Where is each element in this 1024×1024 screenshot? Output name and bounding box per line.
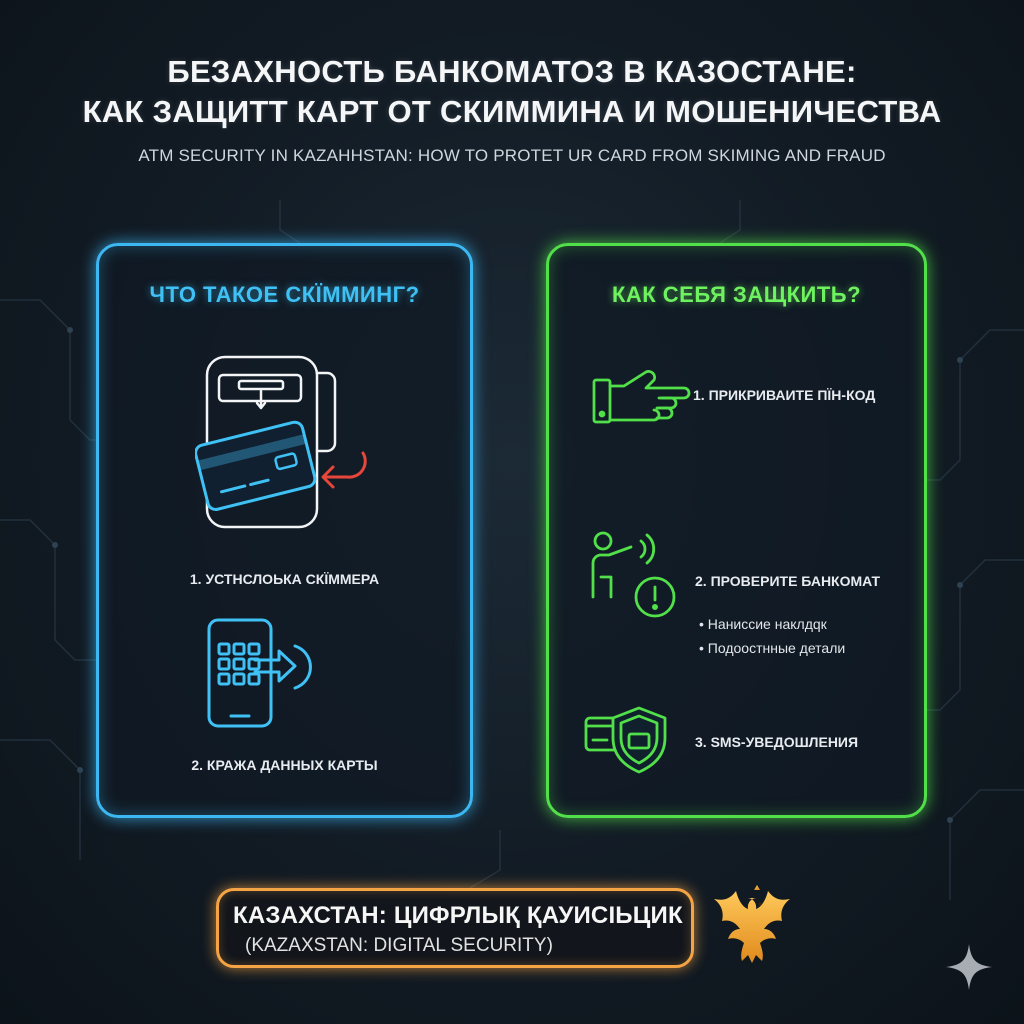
- right-item-2-label: 2. ПРОВЕРИТЕ БАНКОМАТ: [695, 573, 881, 589]
- card-shield-icon: [583, 704, 673, 776]
- inspect-atm-warning-icon: [579, 529, 689, 623]
- sparkle-icon: [944, 942, 994, 992]
- right-item-3-label: 3. SMS-УВЕДОШЛЕНИЯ: [695, 734, 859, 750]
- right-item-1-label: 1. ПРИКРИВАИТЕ ПÏН-КОД: [693, 387, 876, 403]
- hand-cover-pin-icon: [591, 364, 696, 426]
- golden-eagle-icon: [710, 884, 804, 980]
- footer-main-text: КАЗАХСТАН: ЦИФРЛЫҚ ҚАУИСІЬЦИК: [233, 902, 683, 929]
- page-subtitle: ATM SECURITY IN KAZAHHSTAN: HOW TO PROTET UR CARD FROM SKIMING AND FRAUD: [138, 146, 886, 165]
- skimming-info-panel: [96, 243, 473, 818]
- left-item-1-label: 1. УСТНСЛОЬКА СКÏММЕРА: [189, 571, 380, 587]
- left-panel-title: ЧТО ТАКОЕ СКÏММИНГ?: [149, 282, 420, 307]
- atm-card-skimmer-icon: [195, 351, 375, 531]
- phone-data-theft-icon: [203, 616, 323, 734]
- page-title-line-2: КАК ЗАЩИТТ КАРТ ОТ СКИММИНА И МОШЕНИЧЕСТВА: [82, 94, 942, 129]
- left-item-2-label: 2. КРАЖА ДАННЫХ КАРТЫ: [191, 757, 378, 773]
- footer-banner: [216, 888, 694, 968]
- protection-tips-panel: [546, 243, 927, 818]
- page-title-line-1: БЕЗАХНОСТЬ БАНКОМАТОЗ В КАЗОСТАНЕ:: [167, 54, 857, 89]
- footer-sub-text: (KAZAXSTAN: DIGITAL SECURITY): [245, 935, 553, 956]
- right-panel-title: КАК СЕБЯ ЗАЩКИТЬ?: [611, 282, 862, 307]
- right-item-2-bullet-2: • Подоостнные детали: [699, 640, 846, 656]
- right-item-2-bullet-1: • Нанисcие наклдqк: [699, 616, 827, 632]
